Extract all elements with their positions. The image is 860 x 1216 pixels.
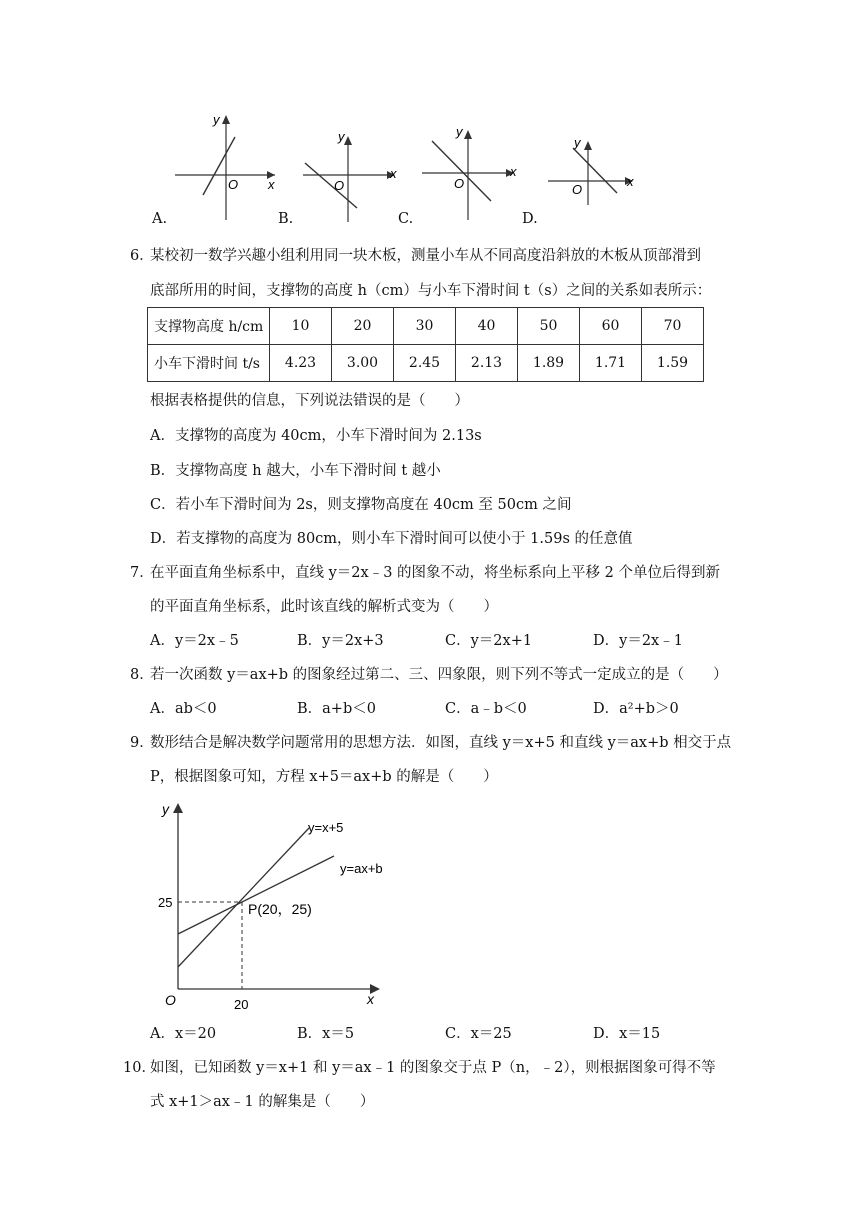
time-cell: 3.00: [332, 345, 394, 382]
time-cell: 1.59: [642, 345, 704, 382]
q5a-origin: O: [228, 177, 239, 192]
height-cell: 70: [642, 308, 704, 345]
time-cell: 2.13: [456, 345, 518, 382]
q6-stem-line2: 底部所用的时间，支撑物的高度 h（cm）与小车下滑时间 t（s）之间的关系如表所示：: [150, 283, 712, 299]
line-y-x-plus-5: [178, 828, 309, 967]
q9-line1-label: y=x+5: [308, 820, 344, 835]
q7-stem-line2: 的平面直角坐标系，此时该直线的解析式变为（ ）: [150, 599, 498, 615]
q8-number: 8．: [130, 667, 154, 683]
q9-option-a: A．x＝20: [150, 1026, 217, 1042]
q5-graph-b: [303, 129, 397, 222]
q5a-y-label: y: [213, 112, 220, 127]
q10-stem-line2: 式 x+1＞ax﹣1 的解集是（ ）: [150, 1094, 375, 1110]
height-cell: 20: [332, 308, 394, 345]
q6-stem-line1: 某校初一数学兴趣小组利用同一块木板，测量小车从不同高度沿斜放的木板从顶部滑到: [150, 248, 701, 264]
table-row: [148, 308, 704, 345]
q9-option-d: D．x＝15: [593, 1026, 661, 1042]
q6-option-b: B．支撑物高度 h 越大，小车下滑时间 t 越小: [150, 463, 441, 479]
q7-option-a: A．y＝2x﹣5: [150, 633, 239, 649]
q5b-x-label: x: [390, 166, 397, 181]
height-cell: 50: [518, 308, 580, 345]
row-header-time: 小车下滑时间 t/s: [148, 345, 270, 382]
time-cell: 1.71: [580, 345, 642, 382]
q5a-x-label: x: [268, 177, 275, 192]
q9-graph: [150, 795, 400, 1015]
height-cell: 30: [394, 308, 456, 345]
q9-option-c: C．x＝25: [445, 1026, 512, 1042]
time-cell: 2.45: [394, 345, 456, 382]
q8-option-b: B．a+b＜0: [297, 701, 376, 717]
q5-graphs: [0, 0, 860, 240]
height-cell: 10: [270, 308, 332, 345]
q6-option-a: A．支撑物的高度为 40cm，小车下滑时间为 2.13s: [150, 428, 482, 444]
q10-stem-line1: 如图，已知函数 y＝x+1 和 y＝ax﹣1 的图象交于点 P（n，﹣2），则根据图象可得不等: [150, 1060, 716, 1076]
q6-option-d: D．若支撑物的高度为 80cm，则小车下滑时间可以使小于 1.59s 的任意值: [150, 531, 633, 547]
q5-option-c: C.: [398, 211, 414, 227]
q5-graph-a: [175, 112, 275, 220]
q5d-x-label: x: [627, 174, 634, 189]
q7-stem-line1: 在平面直角坐标系中，直线 y＝2x﹣3 的图象不动，将坐标系向上平移 2 个单位后得到新: [150, 565, 720, 581]
q7-option-c: C．y＝2x+1: [445, 633, 533, 649]
q8-option-d: D．a²+b＞0: [593, 701, 679, 717]
q5-option-a: A.: [152, 211, 168, 227]
height-cell: 60: [580, 308, 642, 345]
q9-y-label: y: [162, 801, 169, 817]
q9-tick-y: 25: [158, 895, 173, 910]
table-row: [148, 345, 704, 382]
q6-data-table: [147, 307, 704, 382]
time-cell: 4.23: [270, 345, 332, 382]
q6-option-c: C．若小车下滑时间为 2s，则支撑物高度在 40cm 至 50cm 之间: [150, 497, 572, 513]
q9-number: 9．: [130, 735, 154, 751]
q9-stem-line2: P，根据图象可知，方程 x+5＝ax+b 的解是（ ）: [150, 769, 498, 785]
q5c-x-label: x: [510, 164, 517, 179]
q7-option-d: D．y＝2x﹣1: [593, 633, 683, 649]
q8-option-c: C．a﹣b＜0: [445, 701, 527, 717]
q9-x-label: x: [367, 991, 374, 1007]
q5-option-d: D.: [522, 211, 538, 227]
q9-tick-x: 20: [234, 997, 249, 1012]
time-cell: 1.89: [518, 345, 580, 382]
q9-point-label: P(20，25): [248, 901, 312, 917]
q5c-origin: O: [454, 176, 465, 191]
q5d-y-label: y: [574, 135, 581, 150]
q8-option-a: A．ab＜0: [150, 701, 217, 717]
q9-option-b: B．x＝5: [297, 1026, 355, 1042]
q9-origin: O: [165, 992, 176, 1008]
q5-graph-c: [422, 124, 517, 220]
q5-option-b: B.: [278, 211, 294, 227]
q5-graph-d: [548, 135, 634, 205]
q5c-y-label: y: [456, 124, 463, 139]
height-cell: 40: [456, 308, 518, 345]
q5d-origin: O: [572, 182, 583, 197]
q6-question: 根据表格提供的信息，下列说法错误的是（ ）: [150, 393, 469, 409]
q10-number: 10．: [123, 1060, 156, 1076]
q9-stem-line1: 数形结合是解决数学问题常用的思想方法．如图，直线 y＝x+5 和直线 y＝ax+b 相交于点: [150, 735, 732, 751]
row-header-height: 支撑物高度 h/cm: [148, 308, 270, 345]
q7-option-b: B．y＝2x+3: [297, 633, 384, 649]
line-y-ax-plus-b: [178, 856, 334, 934]
q5b-origin: O: [334, 178, 345, 193]
q9-line2-label: y=ax+b: [340, 861, 383, 876]
q7-number: 7．: [130, 565, 154, 581]
q8-stem: 若一次函数 y＝ax+b 的图象经过第二、三、四象限，则下列不等式一定成立的是（ ）: [150, 667, 728, 683]
q5b-y-label: y: [338, 129, 345, 144]
q6-number: 6．: [130, 248, 154, 264]
